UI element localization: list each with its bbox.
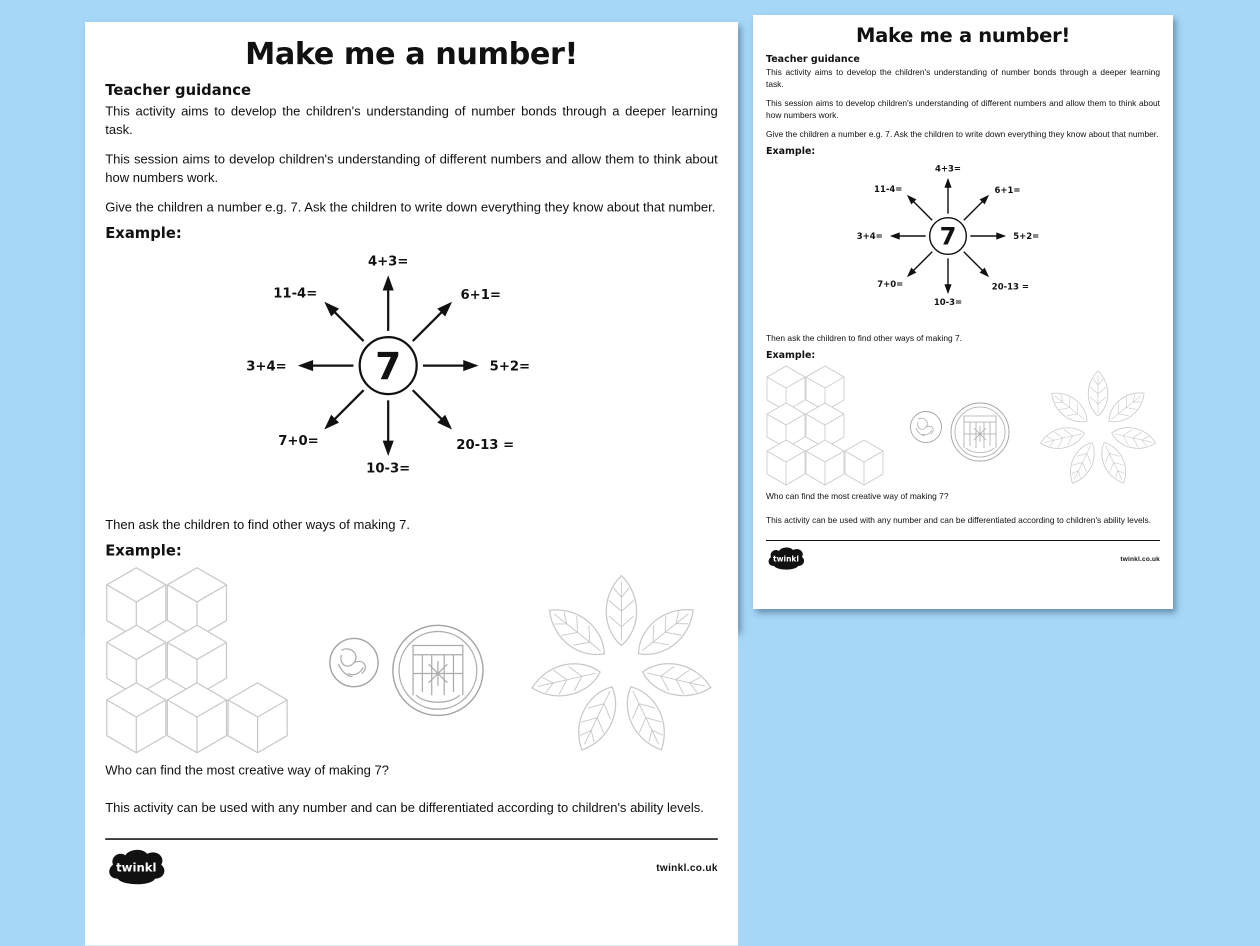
leaves-illustration (1038, 371, 1157, 487)
center-number: 7 (939, 222, 957, 251)
worksheet-page-zoomed (85, 22, 738, 875)
cubes-illustration (107, 568, 287, 753)
guidance-paragraph-3: Give the children a number e.g. 7. Ask the children to write down everything they know about that number. (766, 129, 1159, 139)
footer-website: twinkl.co.uk (1120, 555, 1160, 563)
coins-illustration (330, 625, 483, 715)
bond-label-top: 4+3= (367, 254, 409, 270)
arrow-right (970, 232, 1006, 239)
number-bond-spider-diagram (186, 247, 590, 483)
worksheet-footer (105, 840, 718, 888)
arrow-left (890, 232, 926, 239)
worksheet (85, 22, 738, 946)
bond-label-right: 5+2= (489, 359, 531, 375)
arrow-top-left (904, 192, 934, 222)
example-heading-2: Example: (105, 542, 182, 560)
guidance-paragraph-1: This activity aims to develop the children's understanding of number bonds through a deeper learning task. (105, 102, 718, 138)
arrow-bottom-right (961, 249, 991, 279)
example-heading-1: Example: (766, 146, 816, 157)
guidance-paragraph-3: Give the children a number e.g. 7. Ask the children to write down everything they know about that number. (105, 199, 716, 215)
footer-website: twinkl.co.uk (656, 862, 718, 874)
twinkl-logo (105, 848, 167, 888)
arrow-top-left (320, 298, 367, 345)
zoomed-sheet-slot (85, 22, 738, 875)
arrow-bottom-right (409, 386, 456, 433)
closing-text: This activity can be used with any number and can be differentiated according to children's ability levels. (105, 799, 704, 815)
teacher-guidance-heading: Teacher guidance (105, 82, 252, 100)
number-bond-spider-diagram (818, 160, 1078, 312)
worksheet-title: Make me a number! (856, 24, 1070, 47)
arrow-bottom-left (320, 386, 367, 433)
bond-label-left: 3+4= (856, 232, 883, 243)
full-sheet-slot (753, 15, 1173, 609)
bond-label-bottom: 10-3= (933, 297, 963, 308)
guidance-paragraph-2: This session aims to develop children's understanding of different numbers and allow them to think about how numbers work. (766, 98, 1160, 120)
arrow-bottom (944, 258, 951, 294)
twinkl-logo-text: twinkl (773, 554, 799, 564)
bond-label-bottom-left: 7+0= (278, 433, 319, 449)
worksheet-title: Make me a number! (245, 35, 578, 72)
twinkl-logo (766, 546, 806, 572)
cubes-illustration (767, 366, 883, 485)
making-seven-illustrations (766, 364, 1160, 486)
bond-label-top-right: 6+1= (994, 186, 1021, 197)
arrow-bottom (383, 400, 394, 456)
worksheet-page-full (753, 15, 1173, 609)
creative-question: Who can find the most creative way of making 7? (105, 762, 389, 778)
twinkl-logo-text: twinkl (116, 860, 157, 875)
arrow-bottom-left (904, 249, 934, 279)
closing-text: This activity can be used with any number and can be differentiated according to children's ability levels. (766, 515, 1152, 525)
leaves-illustration (529, 576, 715, 757)
center-number: 7 (375, 343, 402, 388)
bond-label-bottom-right: 20-13 = (991, 282, 1030, 293)
arrow-top (383, 275, 394, 331)
creative-question: Who can find the most creative way of making 7? (766, 491, 949, 501)
bond-label-right: 5+2= (1013, 232, 1040, 243)
guidance-paragraph-1: This activity aims to develop the children's understanding of number bonds through a deeper learning task. (766, 67, 1160, 89)
bond-label-top-right: 6+1= (460, 287, 501, 303)
then-ask-text: Then ask the children to find other ways of making 7. (105, 516, 410, 532)
bond-label-top: 4+3= (934, 164, 962, 175)
bond-label-bottom: 10-3= (366, 461, 411, 477)
arrow-top-right (409, 298, 456, 345)
arrow-right (423, 360, 479, 371)
then-ask-text: Then ask the children to find other ways of making 7. (766, 333, 962, 343)
bond-label-bottom-left: 7+0= (877, 279, 904, 290)
coins-illustration (911, 403, 1010, 461)
bond-label-left: 3+4= (246, 359, 287, 375)
arrow-left (298, 360, 354, 371)
arrow-top-right (961, 192, 991, 222)
bond-label-top-left: 11-4= (874, 185, 903, 196)
teacher-guidance-heading: Teacher guidance (766, 54, 860, 65)
guidance-paragraph-2: This session aims to develop children's understanding of different numbers and allow them to think about how numbers work. (105, 151, 718, 186)
arrow-top (944, 178, 951, 214)
worksheet (753, 15, 1173, 609)
example-heading-2: Example: (766, 350, 816, 361)
making-seven-illustrations (105, 565, 718, 755)
bond-label-bottom-right: 20-13 = (456, 438, 515, 454)
bond-label-top-left: 11-4= (273, 286, 318, 302)
example-heading-1: Example: (105, 225, 182, 243)
worksheet-footer (766, 541, 1160, 572)
